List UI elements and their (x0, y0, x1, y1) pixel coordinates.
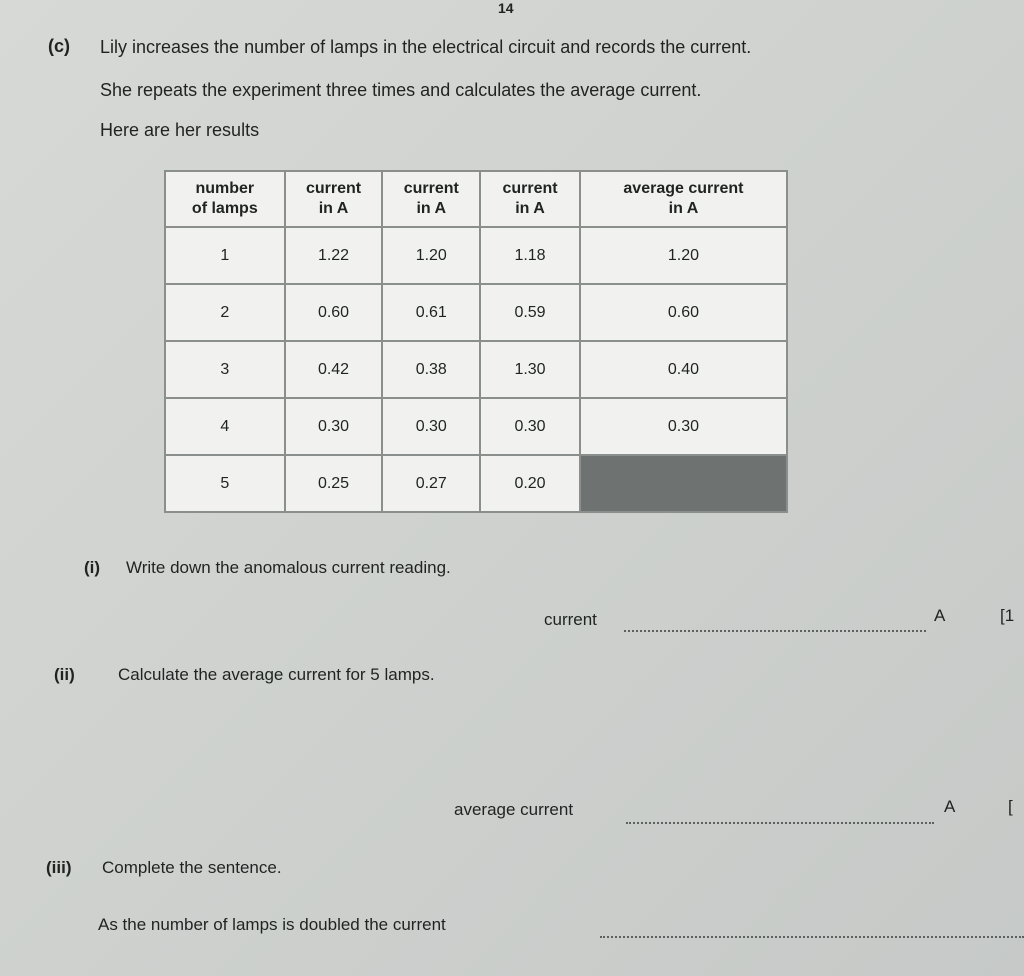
part-ii-marks: [ (1008, 797, 1013, 816)
table-row (165, 455, 787, 512)
table-header-row (165, 171, 787, 227)
table-cell: 1.18 (480, 227, 580, 284)
part-ii-number: (ii) (54, 665, 75, 684)
table-cell: 0.30 (382, 398, 480, 455)
table-cell: 1.20 (382, 227, 480, 284)
part-ii-unit: A (944, 797, 956, 816)
part-iii-answer-line[interactable] (600, 936, 1024, 938)
table-cell: 0.30 (580, 398, 787, 455)
part-ii-answer-label: average current (454, 800, 574, 819)
table-cell: 0.30 (285, 398, 383, 455)
question-intro-line-1: Lily increases the number of lamps in the electrical circuit and records the current. (100, 37, 752, 57)
header-number-of-lamps: number of lamps (165, 171, 285, 227)
table-cell: 0.61 (382, 284, 480, 341)
page-number: 14 (498, 0, 514, 16)
question-label: (c) (48, 36, 70, 56)
table-cell: 2 (165, 284, 285, 341)
part-i-unit: A (934, 606, 946, 625)
header-average-current: average current in A (580, 171, 787, 227)
table-cell: 0.27 (382, 455, 480, 512)
table-cell: 0.42 (285, 341, 383, 398)
table-cell: 5 (165, 455, 285, 512)
table-cell: 1.22 (285, 227, 383, 284)
header-current-3: current in A (480, 171, 580, 227)
question-intro-line-2: She repeats the experiment three times and calculates the average current. (100, 80, 702, 100)
table-cell: 0.30 (480, 398, 580, 455)
table-row (165, 284, 787, 341)
part-i-text: Write down the anomalous current reading. (126, 558, 451, 577)
part-i-marks: [1 (1000, 606, 1015, 625)
table-cell: 4 (165, 398, 285, 455)
table-cell: 1.30 (480, 341, 580, 398)
table-row (165, 398, 787, 455)
part-iii-sentence: As the number of lamps is doubled the current (98, 915, 446, 934)
table-cell: 1 (165, 227, 285, 284)
table-cell: 0.20 (480, 455, 580, 512)
part-i-answer-label: current (544, 610, 597, 629)
part-ii-answer-line[interactable] (626, 822, 934, 824)
part-iii-text: Complete the sentence. (102, 858, 282, 877)
table-row (165, 341, 787, 398)
question-intro-line-3: Here are her results (100, 120, 260, 140)
table-cell: 0.40 (580, 341, 787, 398)
part-i-number: (i) (84, 558, 101, 577)
table-cell: 0.38 (382, 341, 480, 398)
part-ii-text: Calculate the average current for 5 lamps. (118, 665, 435, 684)
header-current-1: current in A (285, 171, 383, 227)
table-cell: 1.20 (580, 227, 787, 284)
table-cell: 0.60 (580, 284, 787, 341)
table-cell: 0.25 (285, 455, 383, 512)
table-cell: 0.60 (285, 284, 383, 341)
results-table (164, 170, 788, 513)
table-cell: 0.59 (480, 284, 580, 341)
shaded-average-cell (580, 455, 787, 512)
table-cell: 3 (165, 341, 285, 398)
part-i-answer-line[interactable] (624, 630, 926, 632)
part-iii-number: (iii) (46, 858, 72, 877)
header-current-2: current in A (382, 171, 480, 227)
table-row (165, 227, 787, 284)
